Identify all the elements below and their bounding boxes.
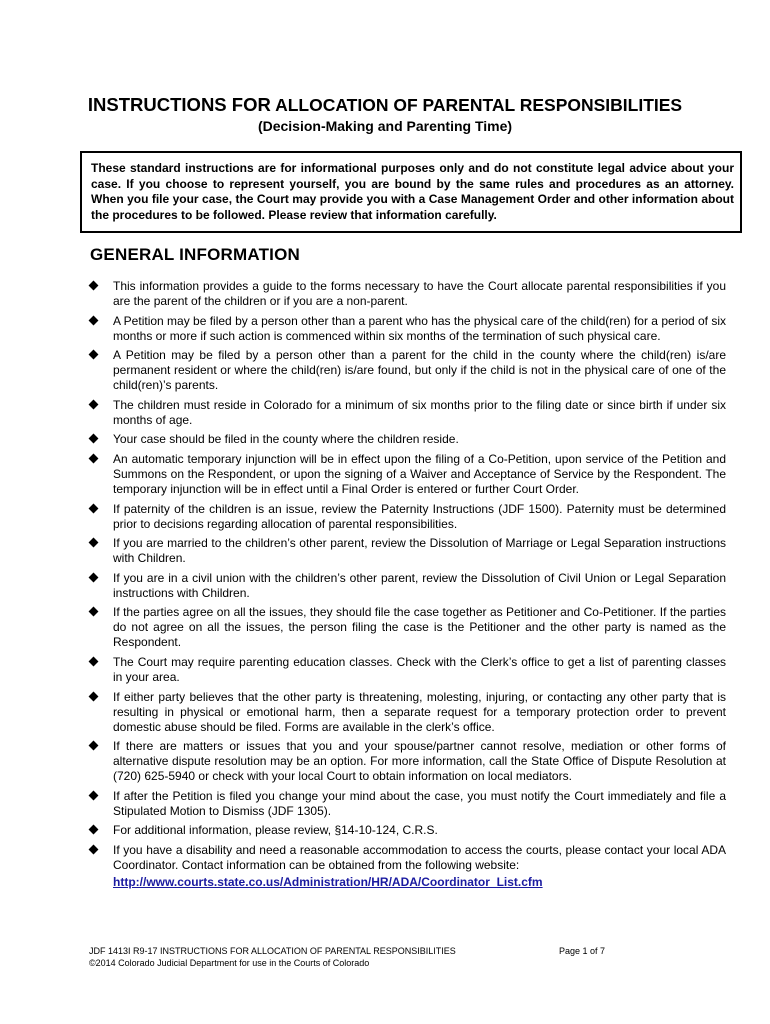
diamond-bullet-icon xyxy=(89,503,99,513)
diamond-bullet-icon xyxy=(89,572,99,582)
list-item xyxy=(89,279,726,309)
ada-coordinator-link[interactable]: http://www.courts.state.co.us/Administration/HR/ADA/Coordinator_List.cfm xyxy=(113,874,543,889)
diamond-bullet-icon xyxy=(89,454,99,464)
list-item-text: If you have a disability and need a reasonable accommodation to access the courts, please contact your local ADA Coordinator. Contact information can be obtained from the following website: xyxy=(113,842,726,872)
list-item xyxy=(89,823,726,838)
diamond-bullet-icon xyxy=(89,790,99,800)
diamond-bullet-icon xyxy=(89,434,99,444)
diamond-bullet-icon xyxy=(89,315,99,325)
list-item-text: An automatic temporary injunction will be in effect upon the filing of a Co-Petition, upon service of the Petition and Summons on the Respondent, or upon the signing of a Waiver and Acceptance of Service by the Respondent. The temporary injunction will be in effect until a Final Order is entered or further Court Order. xyxy=(113,451,726,496)
list-item-text: For additional information, please review, §14-10-124, C.R.S. xyxy=(113,823,438,838)
list-item xyxy=(89,843,726,890)
list-item-text: This information provides a guide to the forms necessary to have the Court allocate parental responsibilities if you are the parent of the children or if you are a non-parent. xyxy=(113,279,726,308)
list-item xyxy=(89,502,726,532)
list-item-text: Your case should be filed in the county where the children reside. xyxy=(113,432,459,447)
list-item-text: If paternity of the children is an issue, review the Paternity Instructions (JDF 1500). Paternity must be determined prior to decisions regarding allocation of parental responsibilities. xyxy=(113,501,726,531)
list-item-text: If you are married to the children’s other parent, review the Dissolution of Marriage or Legal Separation instructions with Children. xyxy=(113,536,726,566)
list-item xyxy=(89,348,726,393)
list-item xyxy=(89,690,726,735)
diamond-bullet-icon xyxy=(89,399,99,409)
footer-copyright: ©2014 Colorado Judicial Department for use in the Courts of Colorado xyxy=(89,958,370,968)
page-number: Page 1 of 7 xyxy=(559,946,606,956)
diamond-bullet-icon xyxy=(89,844,99,854)
disclaimer-notice-box: These standard instructions are for informational purposes only and do not constitute legal advice about your case. If you choose to represent yourself, you are bound by the same rules and procedures as an attorney. When you file your case, the Court may provide you with a Case Management Order and other information about the procedures to be followed. Please review that information carefully. xyxy=(80,151,742,233)
document-subtitle: (Decision-Making and Parenting Time) xyxy=(257,118,513,134)
list-item xyxy=(89,571,726,601)
list-item xyxy=(89,605,726,650)
list-item-text: The children must reside in Colorado for a minimum of six months prior to the filing date or since birth if under six months of age. xyxy=(113,397,726,427)
list-item xyxy=(89,789,726,819)
diamond-bullet-icon xyxy=(89,691,99,701)
diamond-bullet-icon xyxy=(89,350,99,360)
list-item xyxy=(89,536,726,566)
list-item xyxy=(89,398,726,428)
list-item-text: If there are matters or issues that you and your spouse/partner cannot resolve, mediation or other forms of alternative dispute resolution may be an option. For more information, call the State Office of Dispute Resolution at (720) 625-5940 or check with your local Court to obtain information on local mediators. xyxy=(113,739,726,784)
general-information-list xyxy=(89,279,726,895)
list-item xyxy=(89,739,726,784)
list-item-text: If you are in a civil union with the children’s other parent, review the Dissolution of Civil Union or Legal Separation instructions with Children. xyxy=(113,570,726,600)
list-item-text: If either party believes that the other party is threatening, molesting, injuring, or contacting any other party that is resulting in physical or emotional harm, then a separate request for a temporary protection order to prevent domestic abuse should be filed. Forms are available in the clerk’s office. xyxy=(113,689,726,734)
list-item-text: If the parties agree on all the issues, they should file the case together as Petitioner and Co-Petitioner. If the parties do not agree on all the issues, the person filing the case is the Petitioner and the other party is named as the Respondent. xyxy=(113,605,726,650)
list-item xyxy=(89,432,726,447)
diamond-bullet-icon xyxy=(89,825,99,835)
diamond-bullet-icon xyxy=(89,281,99,291)
list-item xyxy=(89,452,726,497)
page-footer xyxy=(89,945,719,969)
list-item xyxy=(89,655,726,685)
diamond-bullet-icon xyxy=(89,538,99,548)
title-prefix: INSTRUCTIONS FOR xyxy=(87,94,271,115)
list-item-text: A Petition may be filed by a person other than a parent who has the physical care of the child(ren) for a period of six months or more if such action is commenced within six months of the termination of such physical care. xyxy=(113,313,727,343)
diamond-bullet-icon xyxy=(89,607,99,617)
document-title xyxy=(0,94,770,116)
list-item-text: If after the Petition is filed you change your mind about the case, you must notify the Court immediately and file a Stipulated Motion to Dismiss (JDF 1305). xyxy=(113,788,726,818)
list-item xyxy=(89,314,726,344)
diamond-bullet-icon xyxy=(89,656,99,666)
footer-form-id: JDF 1413I R9-17 INSTRUCTIONS FOR ALLOCATION OF PARENTAL RESPONSIBILITIES xyxy=(89,946,456,956)
list-item-text: The Court may require parenting education classes. Check with the Clerk’s office to get a list of parenting classes in your area. xyxy=(113,654,726,684)
list-item-text: A Petition may be filed by a person other than a parent for the child in the county where the child(ren) is/are permanent resident or where the child(ren) is/are found, but only if the child is not in the physical care of one of the child(ren)’s parents. xyxy=(113,348,726,393)
diamond-bullet-icon xyxy=(89,741,99,751)
section-heading: GENERAL INFORMATION xyxy=(90,245,300,264)
title-rest: ALLOCATION OF PARENTAL RESPONSIBILITIES xyxy=(275,95,683,115)
